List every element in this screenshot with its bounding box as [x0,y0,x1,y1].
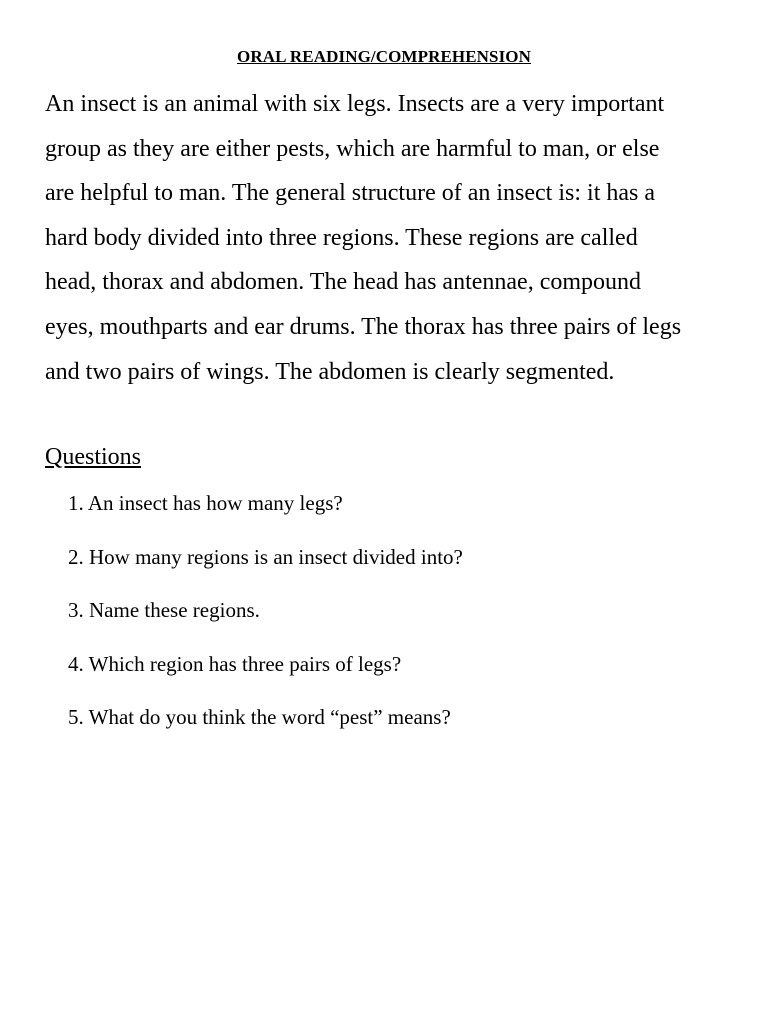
question-list [68,486,463,754]
document-title: ORAL READING/COMPREHENSION [237,47,531,66]
passage-line: An insect is an animal with six legs. Insects are a very important [45,91,665,117]
passage-line: group as they are either pests, which are harmful to man, or else [45,135,660,162]
question-item: 4. Which region has three pairs of legs? [68,651,402,676]
passage-line: and two pairs of wings. The abdomen is clearly segmented. [45,358,615,385]
question-item: 5. What do you think the word “pest” means? [68,705,451,729]
passage-line: eyes, mouthparts and ear drums. The thorax has three pairs of legs [45,313,682,340]
passage-line: hard body divided into three regions. These regions are called [45,224,638,251]
questions-heading: Questions [45,444,141,470]
question-item: 3. Name these regions. [68,598,260,622]
reading-passage [45,82,735,394]
question-item: 2. How many regions is an insect divided into? [68,544,463,569]
passage-line: are helpful to man. The general structure of an insect is: it has a [45,180,656,207]
question-item: 1. An insect has how many legs? [68,491,343,515]
passage-line: head, thorax and abdomen. The head has antennae, compound [45,269,642,296]
